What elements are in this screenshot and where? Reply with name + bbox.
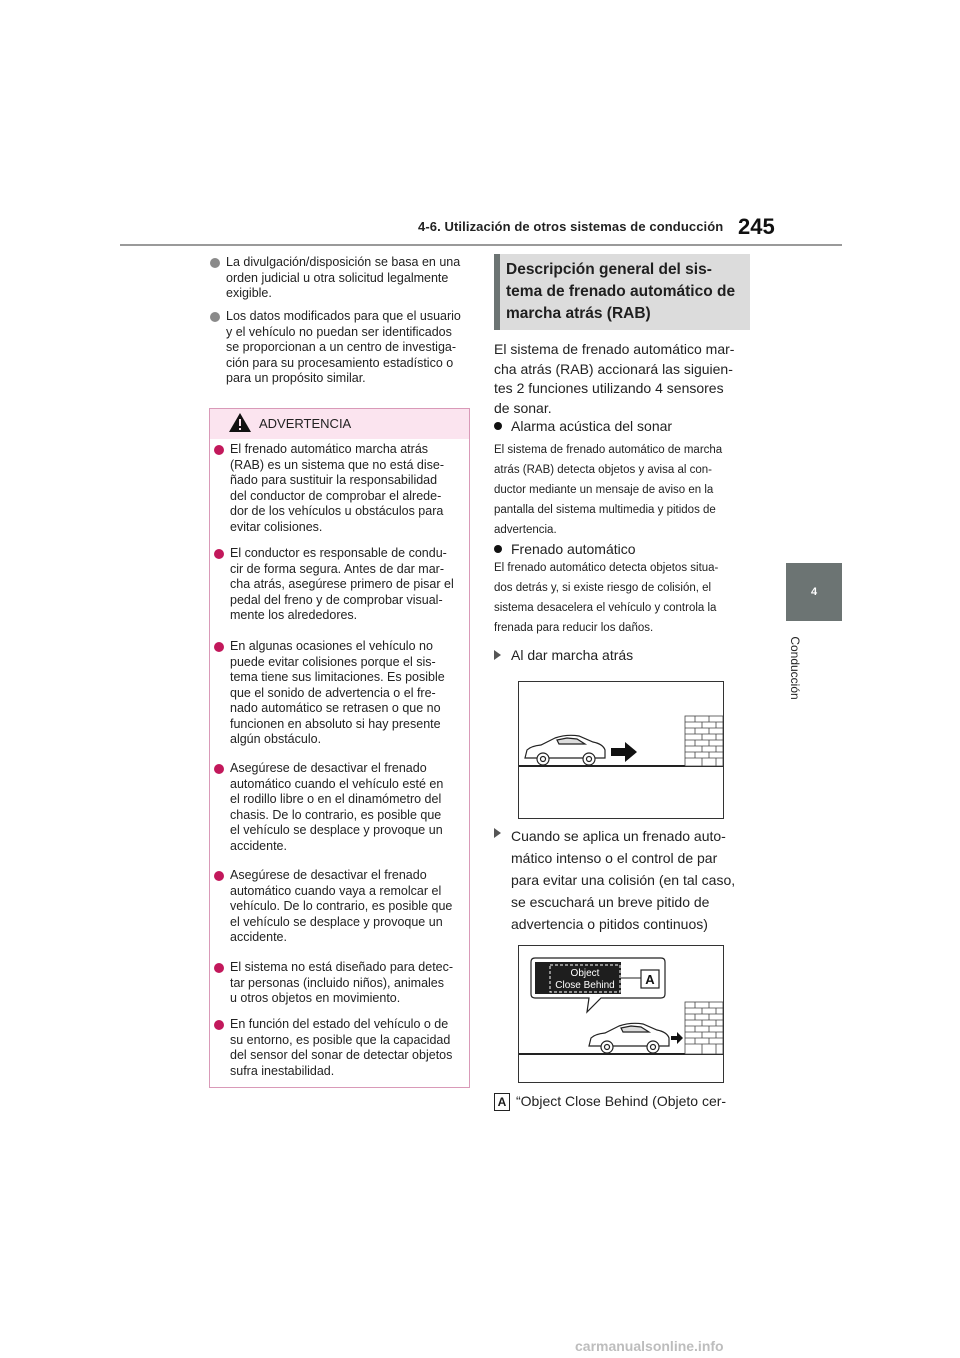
brick-wall-icon: [685, 1002, 723, 1054]
figure-reversing: [518, 681, 724, 819]
arrow-right-icon: [611, 742, 637, 762]
triangle-pointer-icon: [494, 828, 501, 838]
bullet-dot-icon: [214, 1020, 224, 1030]
feature-sonar-alarm: Alarma acústica del sonar: [494, 418, 672, 434]
warning-item-3: En algunas ocasiones el vehículo no puede evitar colisiones porque el sis- tema tiene sus limitaciones. Es posible que el sonido de advertencia o el fre- nado automático se retrasen o que no funcionen en absoluto si hay presente algún obstáculo.: [230, 639, 464, 748]
brick-wall-icon: [685, 716, 723, 766]
warning-item-1: El frenado automático marcha atrás (RAB) es un sistema que no está dise- ñado para sustituir la responsabilidad del conductor de comprobar el alrede- dor de los vehículos u obstáculos para evitar colisiones.: [230, 442, 464, 535]
bullet-dot-icon: [494, 545, 502, 553]
left-bullet-1: La divulgación/disposición se basa en una orden judicial u otra solicitud legalmente exigible.: [226, 255, 470, 302]
callout-a-badge: A: [494, 1093, 510, 1111]
bullet-dot-icon: [214, 963, 224, 973]
feature-auto-brake: Frenado automático: [494, 541, 636, 557]
chapter-label: Conducción: [788, 636, 802, 700]
bullet-dot-icon: [494, 422, 502, 430]
bullet-dot-icon: [214, 445, 224, 455]
bullet-dot-icon: [210, 312, 220, 322]
section-intro: El sistema de frenado automático mar- cha atrás (RAB) accionará las siguien- tes 2 funciones utilizando 4 sensores de sonar.: [494, 341, 735, 416]
warning-triangle-icon: [228, 412, 252, 433]
bullet-dot-icon: [214, 642, 224, 652]
screen-message-line2: Close Behind: [555, 980, 615, 991]
warning-item-5: Asegúrese de desactivar el frenado automático cuando vaya a remolcar el vehículo. De lo contrario, es posible que el vehículo se desplace y provoque un accidente.: [230, 868, 464, 946]
bullet-dot-icon: [214, 764, 224, 774]
case-reversing: Al dar marcha atrás: [511, 647, 633, 663]
warning-title: ADVERTENCIA: [259, 416, 352, 431]
car-icon: [589, 1023, 669, 1053]
arrow-right-icon: [671, 1032, 683, 1044]
figure-object-close-behind: [518, 945, 724, 1083]
left-bullet-2: Los datos modificados para que el usuario y el vehículo no puedan ser identificados se proporcionan a un centro de investiga- ción para su procesamiento estadístico o para un propósito similar.: [226, 309, 470, 387]
triangle-pointer-icon: [494, 650, 501, 660]
car-icon: [525, 735, 605, 765]
header-divider: [120, 244, 842, 246]
warning-item-7: En función del estado del vehículo o de su entorno, es posible que la capacidad del sensor del sonar de detectar objetos sufra inestabilidad.: [230, 1017, 464, 1079]
chapter-tab: 4: [786, 563, 842, 621]
warning-item-6: El sistema no está diseñado para detec- tar personas (incluido niños), animales u otros objetos en movimiento.: [230, 960, 464, 1007]
callout-a-label: A: [645, 972, 655, 987]
page-number: 245: [738, 214, 775, 239]
case-hard-braking: Cuando se aplica un frenado auto- mático intenso o el control de par para evitar una colisión (en tal caso, se escuchará un breve pitido de advertencia o pitidos continuos): [511, 825, 751, 935]
feature-auto-brake-text: El frenado automático detecta objetos situa- dos detrás y, si existe riesgo de colisión, el sistema desacelera el vehículo y controla la frenada para reducir los daños.: [494, 562, 719, 634]
bullet-dot-icon: [214, 871, 224, 881]
warning-item-2: El conductor es responsable de condu- cir de forma segura. Antes de dar mar- cha atrás, asegúrese primero de pisar el pedal del freno y de comprobar visual- mente los alrededores.: [230, 546, 464, 624]
car-reversing-illustration: [519, 682, 723, 818]
feature-sonar-alarm-text: El sistema de frenado automático de marcha atrás (RAB) detecta objetos y avisa al con- ductor mediante un mensaje de aviso en la pantalla del sistema multimedia y pitidos de advertencia.: [494, 444, 723, 536]
object-close-behind-illustration: [519, 946, 723, 1082]
screen-message-line1: Object: [570, 968, 600, 979]
section-heading: Descripción general del sis- tema de frenado automático de marcha atrás (RAB): [494, 254, 750, 330]
header-section-title: 4-6. Utilización de otros sistemas de conducción: [418, 219, 724, 234]
bullet-dot-icon: [214, 549, 224, 559]
warning-item-4: Asegúrese de desactivar el frenado automático cuando el vehículo esté en el rodillo libre o en el dinamómetro del chasis. De lo contrario, es posible que el vehículo se desplace y provoque un accidente.: [230, 761, 464, 854]
callout-a-description: “Object Close Behind (Objeto cer-: [516, 1093, 727, 1109]
bullet-dot-icon: [210, 258, 220, 268]
watermark-text: carmanualsonline.info: [575, 1338, 724, 1354]
